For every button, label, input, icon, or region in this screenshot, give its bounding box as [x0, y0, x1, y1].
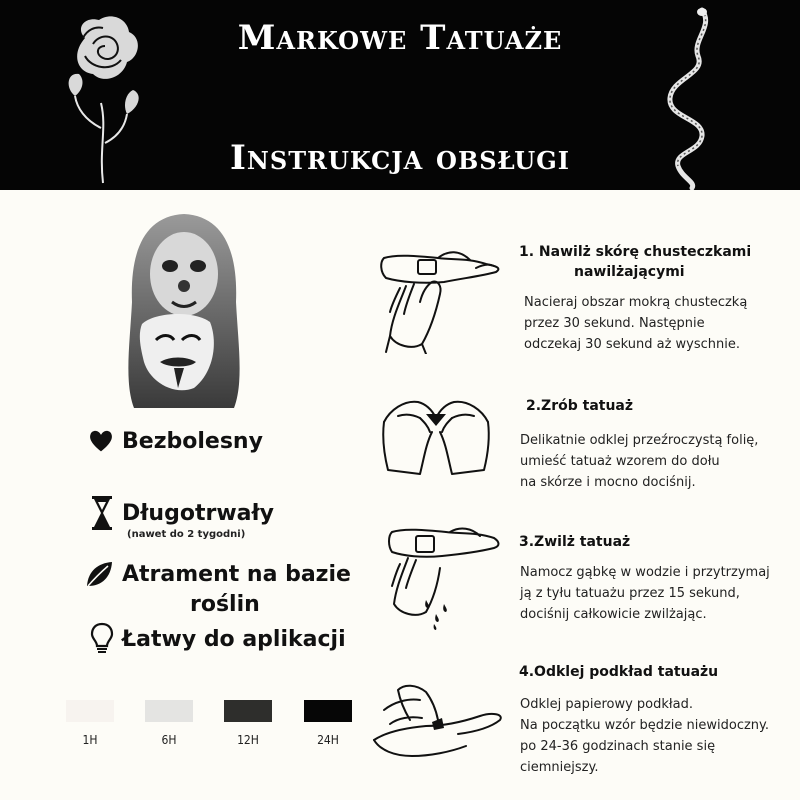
feature-long-lasting: [90, 496, 274, 530]
hourglass-icon: [90, 496, 114, 530]
step1-title-line2: nawilżającymi: [574, 264, 685, 280]
snake-illustration: [652, 6, 722, 190]
feature-note: (nawet do 2 tygodni): [127, 529, 246, 540]
step3-hand-sponge-illustration: [386, 524, 502, 630]
step2-text: Delikatnie odklej przeźroczystą folię, umieść tatuaż wzorem do dołu na skórze i mocno dociśnij.: [520, 433, 759, 490]
feature-label: Łatwy do aplikacji: [122, 626, 346, 652]
step1-hand-illustration: [378, 246, 506, 354]
swatch-label: 24H: [317, 733, 339, 747]
step4-title: 4.Odklej podkład tatuażu: [519, 664, 719, 680]
feature-plant-ink: [84, 559, 351, 589]
feature-label: Bezbolesny: [122, 428, 263, 454]
step2-title: 2.Zrób tatuaż: [526, 398, 634, 414]
feature-easy-apply: [90, 622, 346, 656]
feature-label: Atrament na bazie: [122, 561, 351, 587]
brand-title: Markowe Tatuaże: [237, 18, 563, 58]
swatch-label: 12H: [237, 733, 259, 747]
step4-hands-peel-illustration: [370, 680, 510, 768]
tattoo-portrait-image: [124, 212, 244, 408]
page-subtitle: Instrukcja obsługi: [230, 138, 570, 178]
lightbulb-icon: [90, 622, 114, 656]
swatch-24h: [304, 700, 352, 722]
swatch-label: 1H: [82, 733, 98, 747]
step4-text: Odklej papierowy podkład. Na początku wzór będzie niewidoczny. po 24-36 godzinach stanie się ciemniejszy.: [520, 697, 769, 775]
heart-icon: [88, 428, 114, 454]
step1-text: Nacieraj obszar mokrą chusteczką przez 30 sekund. Następnie odczekaj 30 sekund aż wyschnie.: [524, 295, 748, 352]
swatch-12h: [224, 700, 272, 722]
feature-label: Długotrwały: [122, 500, 274, 526]
step3-text: Namocz gąbkę w wodzie i przytrzymaj ją z tyłu tatuażu przez 15 sekund, dociśnij całkowicie zwilżając.: [520, 565, 770, 622]
step1-title: 1. Nawilż skórę chusteczkami: [519, 244, 752, 260]
feature-painless: [88, 428, 263, 454]
swatch-1h: [66, 700, 114, 722]
leaf-icon: [84, 559, 114, 589]
swatch-label: 6H: [161, 733, 177, 747]
header-banner: [0, 0, 800, 190]
step3-title: 3.Zwilż tatuaż: [519, 534, 631, 550]
swatch-6h: [145, 700, 193, 722]
feature-label-line2: roślin: [190, 592, 260, 617]
step2-hands-illustration: [380, 392, 492, 484]
